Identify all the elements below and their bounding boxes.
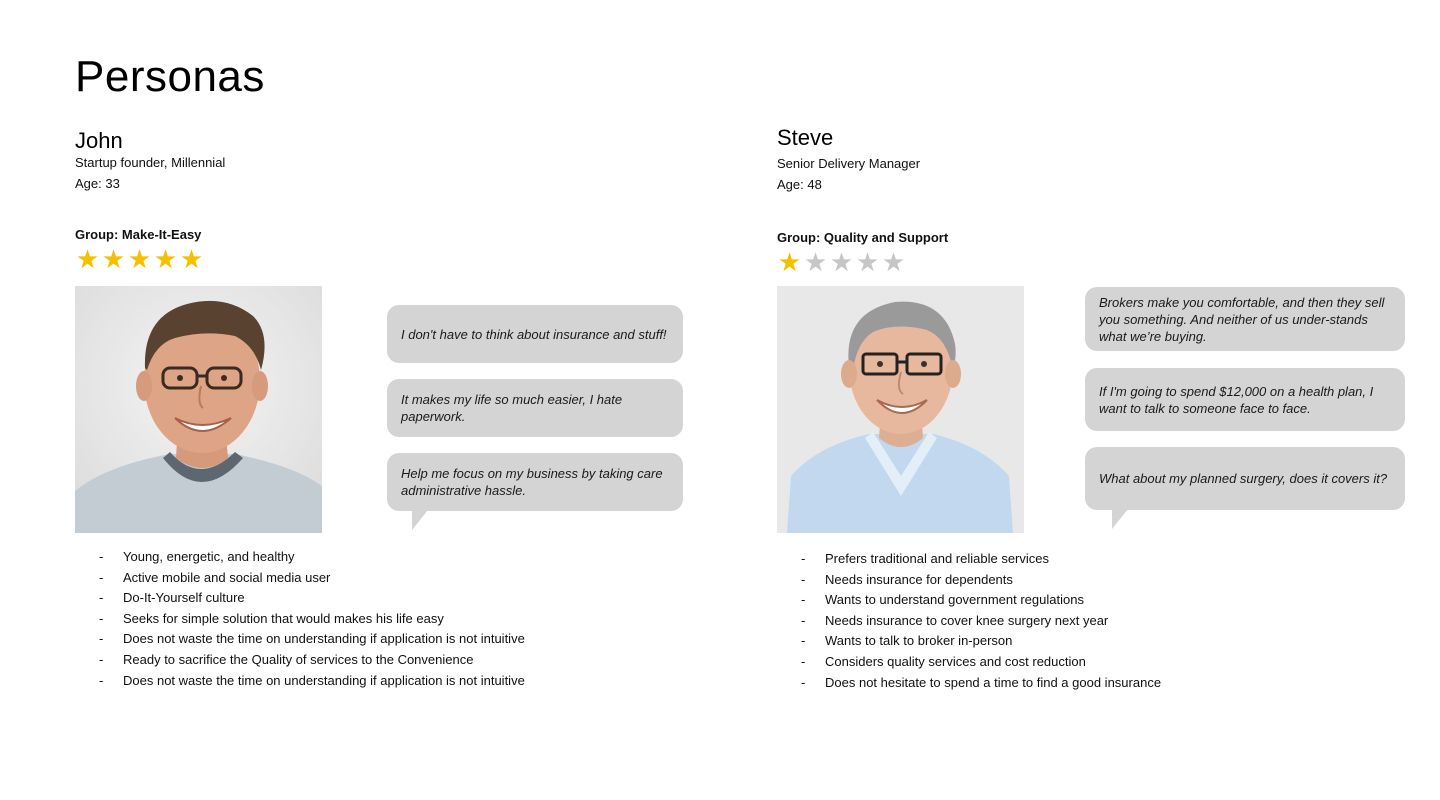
- star-icon: ★: [127, 245, 152, 275]
- persona-name: John: [75, 128, 123, 153]
- list-item: - Needs insurance to cover knee surgery next year: [777, 611, 1417, 632]
- list-item: - Does not waste the time on understanding if application is not intuitive: [75, 671, 735, 692]
- list-item: - Does not waste the time on understanding if application is not intuitive: [75, 629, 735, 650]
- list-item: - Needs insurance for dependents: [777, 570, 1417, 591]
- list-item: - Ready to sacrifice the Quality of services to the Convenience: [75, 650, 735, 671]
- list-item: - Seeks for simple solution that would makes his life easy: [75, 609, 735, 630]
- persona-photo-john: [75, 286, 322, 533]
- quote-bubble: [387, 305, 683, 363]
- persona-name: Steve: [777, 125, 834, 150]
- star-icon: ★: [777, 248, 802, 278]
- list-item: - Does not hesitate to spend a time to find a good insurance: [777, 673, 1417, 694]
- quote-text: If I'm going to spend $12,000 on a health plan, I want to talk to someone face to face.: [1099, 383, 1374, 416]
- star-icon: ★: [179, 245, 204, 275]
- quote-bubble: [1085, 287, 1405, 351]
- list-item: - Prefers traditional and reliable services: [777, 549, 1417, 570]
- persona-age: Age: 33: [75, 176, 120, 191]
- trait-list: [777, 549, 1417, 693]
- quote-text: Brokers make you comfortable, and then they sell you something. And neither of us under-stands what we’re buying.: [1099, 294, 1385, 344]
- speech-tail-icon: [1112, 509, 1128, 529]
- star-icon: ★: [75, 245, 100, 275]
- list-item: - Active mobile and social media user: [75, 568, 735, 589]
- quote-text: Help me focus on my business by taking care administrative hassle.: [401, 466, 663, 498]
- quote-text: I don't have to think about insurance and stuff!: [401, 326, 667, 342]
- star-icon: ★: [803, 248, 828, 278]
- quote-text: It makes my life so much easier, I hate paperwork.: [401, 392, 623, 424]
- rating-stars: [777, 250, 906, 276]
- star-icon: ★: [855, 248, 880, 278]
- page-title: Personas: [75, 52, 265, 101]
- list-item: - Young, energetic, and healthy: [75, 547, 735, 568]
- list-item: - Wants to understand government regulations: [777, 590, 1417, 611]
- persona-group: Group: Make-It-Easy: [75, 227, 202, 242]
- rating-stars: [75, 247, 204, 273]
- quote-bubble: [387, 379, 683, 437]
- persona-group: Group: Quality and Support: [777, 230, 949, 245]
- list-item: - Wants to talk to broker in-person: [777, 631, 1417, 652]
- persona-role: Startup founder, Millennial: [75, 155, 226, 170]
- star-icon: ★: [153, 245, 178, 275]
- man-portrait-icon: [75, 286, 322, 533]
- star-icon: ★: [881, 248, 906, 278]
- list-item: - Do-It-Yourself culture: [75, 588, 735, 609]
- quote-bubble: [387, 453, 683, 511]
- quote-bubble: [1085, 447, 1405, 510]
- trait-list: [75, 547, 735, 691]
- persona-card-steve: [777, 0, 1440, 800]
- man-portrait-icon: [777, 286, 1024, 533]
- speech-tail-icon: [412, 510, 428, 530]
- quote-bubble: [1085, 368, 1405, 431]
- star-icon: ★: [101, 245, 126, 275]
- list-item: - Considers quality services and cost reduction: [777, 652, 1417, 673]
- persona-photo-steve: [777, 286, 1024, 533]
- persona-age: Age: 48: [777, 177, 822, 192]
- quote-text: What about my planned surgery, does it covers it?: [1099, 471, 1388, 486]
- persona-card-john: [75, 0, 755, 800]
- star-icon: ★: [829, 248, 854, 278]
- persona-role: Senior Delivery Manager: [777, 156, 921, 171]
